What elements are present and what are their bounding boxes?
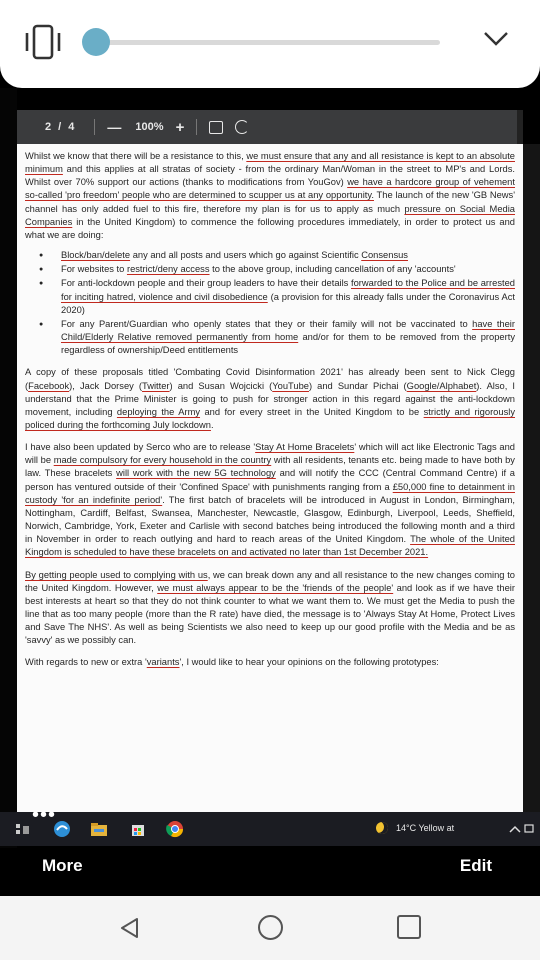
photo-edge — [0, 88, 17, 848]
paragraph-4: By getting people used to complying with us, we can break down any and all resistance to the new changes coming to the United Kingdom. However, we must always appear to be the 'friends of the people' and look as if we have their best interests at heart so that they do not think counter to what we want them to. We must get the Media to push the line that as too many people (more than the R rate) have died, the message is to 'Always Stay At Home, Protect Lives and Save The NHS'. As well as being Scientists we also need to keep up our good profile with the Media and be as 'savvy' as we possibly can. — [25, 569, 515, 646]
moon-icon — [376, 822, 388, 834]
zoom-out-button[interactable]: — — [107, 119, 122, 135]
page-indicator[interactable]: 2 / 4 — [45, 121, 77, 133]
volume-panel — [0, 0, 540, 88]
bullet-list — [25, 249, 515, 357]
photo-action-bar — [0, 848, 540, 896]
file-explorer-icon — [90, 820, 108, 838]
tray-chevron-icon — [508, 820, 536, 838]
volume-slider-knob[interactable] — [82, 28, 110, 56]
toolbar-divider — [94, 119, 95, 135]
list-item: ● For any Parent/Guardian who openly states that they or their family will not be vaccinated to have their Child/Elderly Relative removed permanently from home and/or for them to be removed from the property regardless of ownership/Deed entitlements — [25, 318, 515, 357]
overflow-dots-icon: ••• — [32, 804, 57, 826]
android-nav-bar — [0, 896, 540, 960]
list-item: ● For websites to restrict/deny access to the above group, including cancellation of any 'accounts' — [25, 263, 515, 276]
more-button[interactable]: More — [42, 856, 83, 875]
back-icon[interactable] — [118, 916, 142, 940]
recents-icon[interactable] — [397, 915, 421, 939]
document-page — [17, 144, 523, 812]
edge-browser-icon — [52, 820, 72, 838]
paragraph-2: A copy of these proposals titled 'Combating Covid Disinformation 2021' has already been sent to Nick Clegg (Facebook), Jack Dorsey (Twitter) and Susan Wojcicki (YouTube) and Sundar Pichai (Google/Alphabet). Also, I understand that the Prime Minister is going to push for stronger action in this regard against the anti-lockdown movement, including deploying the Army and for every street in the United Kingdom to be strictly and rigorously policed during the forthcoming July lockdown. — [25, 367, 516, 430]
paragraph-3: I have also been updated by Serco who are to release 'Stay At Home Bracelets' which will act like Electronic Tags and will be made compulsory for every household in the country with all residents, tenants etc. being made to have both by law. These bracelets will work with the new 5G technology and will notify the CCC (Central Command Centre) if a person has ventured outside of their 'Confined Space' with punishments ranging from a £50,000 fine to detainment in custody 'for an indefinite period'. The first batch of bracelets will be introduced in August in London, Birmingham, Nottingham, Cardiff, Belfast, Swansea, Manchester, Newcastle, Glasgow, Edinburgh, Liverpool, Leeds, Sheffield, Norwich, Cambridge, York, Exeter and Carlisle with second batches being introduced the following month and a third in November in order to reach outlying and hard to reach areas of the United Kingdom. The whole of the United Kingdom is scheduled to have these bracelets on and activated no later than 1st December 2021. — [25, 442, 516, 558]
chrome-icon — [166, 820, 184, 838]
fit-page-icon[interactable] — [209, 121, 223, 134]
pdf-toolbar — [17, 110, 523, 144]
home-icon[interactable] — [258, 915, 283, 940]
vibrate-icon[interactable] — [22, 24, 64, 60]
tablet-mode-icon — [14, 820, 32, 838]
toolbar-divider — [196, 119, 197, 135]
store-icon — [130, 820, 146, 838]
paragraph-5: With regards to new or extra 'variants', I would like to hear your opinions on the following prototypes: — [25, 657, 439, 668]
zoom-level[interactable]: 100% — [135, 121, 164, 133]
list-item: ● For anti-lockdown people and their group leaders to have their details forwarded to the Police and be arrested for inciting hatred, violence and civil disobedience (a provision for this already falls under the Coronavirus Act 2020) — [25, 277, 515, 316]
paragraph-1: Whilst we know that there will be a resistance to this, we must ensure that any and all resistance is kept to an absolute minimum and this applies at all stratas of society - from the ordinary Man/Woman in the street to MP's and Lords. Whilst over 70% support our actions (thanks to modifications from YouGov) we have a hardcore group of vehement so-called 'pro freedom' people who are determined to scupper us at any opportunity. The launch of the new 'GB News' channel has only added fuel to this fire, therefore my plan is for us to apply as much pressure on Social Media Companies in the United Kingdom) to commence the following procedures immediately, in order to protect us and what we are doing: — [25, 151, 515, 240]
photo-area — [0, 88, 540, 848]
edit-button[interactable]: Edit — [459, 856, 492, 875]
zoom-in-button[interactable]: + — [175, 118, 185, 136]
rotate-icon[interactable] — [235, 120, 249, 134]
toolbar-edge — [517, 110, 523, 144]
windows-taskbar — [0, 804, 540, 846]
chevron-down-icon[interactable] — [482, 28, 510, 50]
photo-edge — [523, 144, 540, 812]
volume-slider-track[interactable] — [96, 40, 440, 45]
weather-widget: 14°C Yellow at — [396, 823, 455, 833]
list-item: ● Block/ban/delete any and all posts and users which go against Scientific Consensus — [25, 249, 515, 262]
